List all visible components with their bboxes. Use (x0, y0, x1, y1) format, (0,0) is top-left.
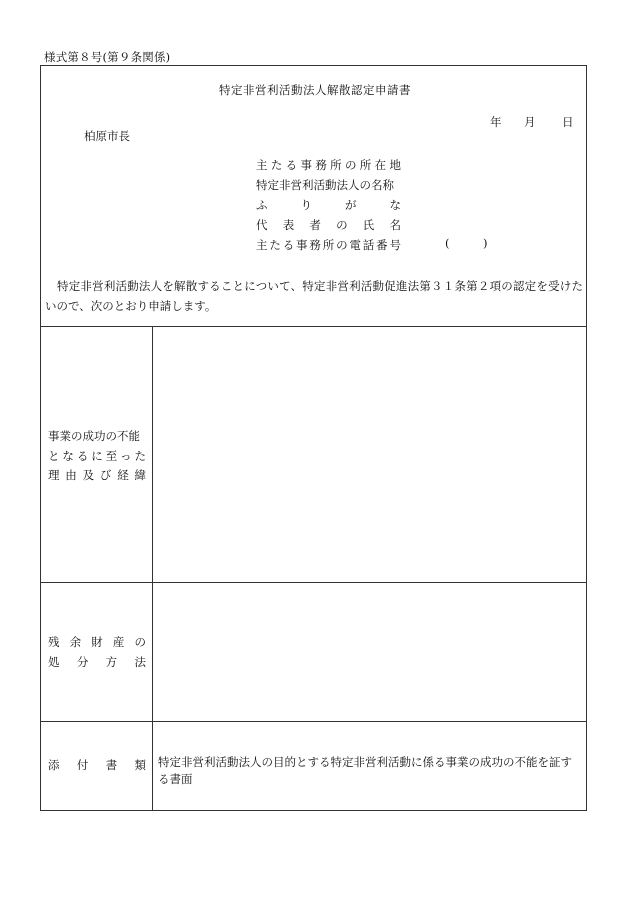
label-char: 及 (82, 468, 95, 482)
label-char: 方 (105, 654, 118, 669)
reason-label-line (48, 447, 146, 467)
representative-char: 氏 (362, 218, 375, 232)
attachment-value: 特定非営利活動法人の目的とする特定非営利活動に係る事業の成功の不能を証する書面 (158, 755, 572, 786)
attachment-label (48, 756, 146, 776)
office-address-text (256, 157, 401, 173)
phone-label-char: 番 (376, 238, 388, 252)
residual-label-line (48, 653, 146, 673)
reason-label-line (48, 466, 146, 486)
label-char: に (91, 448, 103, 463)
furigana-char: な (389, 198, 401, 212)
residual-assets-value-field[interactable] (153, 583, 586, 720)
label-char: 経 (117, 468, 129, 482)
date-month: 月 (524, 115, 536, 129)
label-char: 産 (112, 635, 125, 649)
label-char: っ (120, 448, 132, 463)
phone-label-char: 主 (256, 238, 268, 252)
office-address-char: 所 (330, 158, 342, 172)
label-char: 緯 (134, 468, 146, 482)
phone-label-char: の (336, 238, 348, 252)
label-char: 法 (134, 654, 146, 669)
office-address-label (256, 157, 401, 173)
representative-char: 名 (389, 218, 401, 232)
phone-label-char: 話 (362, 238, 375, 252)
furigana-label (256, 197, 401, 213)
representative-char: の (336, 218, 348, 232)
office-address-char: の (344, 158, 357, 172)
label-char: 財 (91, 635, 103, 649)
representative-char: 代 (256, 218, 268, 232)
office-address-char: 所 (359, 158, 372, 172)
label-char: の (134, 635, 146, 649)
label-char: 添 (48, 758, 60, 772)
office-address-char: 地 (389, 158, 401, 172)
phone-label (256, 237, 401, 253)
representative-char: 表 (282, 218, 295, 232)
label-char: 残 (48, 635, 60, 649)
date-day: 日 (562, 115, 574, 129)
label-char: 書 (105, 758, 118, 772)
furigana-char: ふ (256, 198, 268, 212)
application-statement: 特定非営利活動法人を解散することについて、特定非営利活動促進法第３１条第２項の認定を受けたいので、次のとおり申請します。 (45, 279, 583, 313)
reason-label-line: 事業の成功の不能 (48, 429, 140, 443)
divider (40, 721, 587, 722)
label-char: る (76, 448, 89, 463)
office-address-char: 事 (300, 158, 312, 172)
phone-label-char: 務 (309, 238, 321, 252)
phone-label-char: 事 (296, 238, 308, 252)
label-char: 由 (65, 468, 77, 482)
reason-value-field[interactable] (153, 327, 586, 581)
phone-label-char: る (282, 238, 295, 252)
label-char: び (99, 468, 112, 482)
date-year: 年 (490, 115, 502, 129)
label-char: な (62, 448, 74, 463)
label-char: た (134, 448, 146, 463)
label-char: 理 (48, 468, 60, 482)
office-address-char: る (285, 158, 298, 172)
label-char: と (48, 448, 60, 463)
phone-text (256, 237, 401, 253)
addressee: 柏原市長 (84, 129, 130, 143)
form-number: 様式第８号(第９条関係) (44, 50, 171, 64)
reason-label (48, 427, 146, 486)
representative-char: 者 (309, 218, 321, 232)
furigana-char: り (300, 198, 312, 212)
phone-label-char: た (269, 238, 281, 252)
residual-label-line (48, 633, 146, 653)
phone-paren-close: ) (483, 236, 488, 250)
residual-assets-label (48, 633, 146, 672)
office-address-char: 主 (256, 158, 268, 172)
label-char: 至 (105, 448, 118, 463)
office-address-char: た (270, 158, 283, 172)
corporation-name-label: 特定非営利活動法人の名称 (256, 178, 394, 192)
furigana-char: が (345, 198, 357, 212)
label-char: 余 (69, 635, 82, 649)
office-address-char: 在 (374, 158, 387, 172)
label-char: 分 (76, 654, 89, 669)
phone-label-char: 電 (349, 238, 361, 252)
phone-label-char: 所 (322, 238, 335, 252)
label-char: 類 (134, 758, 146, 772)
page-title: 特定非営利活動法人解散認定申請書 (219, 83, 411, 97)
office-address-char: 務 (315, 158, 327, 172)
representative-name-label (256, 217, 401, 233)
phone-label-char: 号 (389, 238, 401, 252)
label-char: 処 (48, 654, 60, 669)
phone-paren-open: ( (445, 236, 450, 250)
label-char: 付 (76, 758, 89, 772)
